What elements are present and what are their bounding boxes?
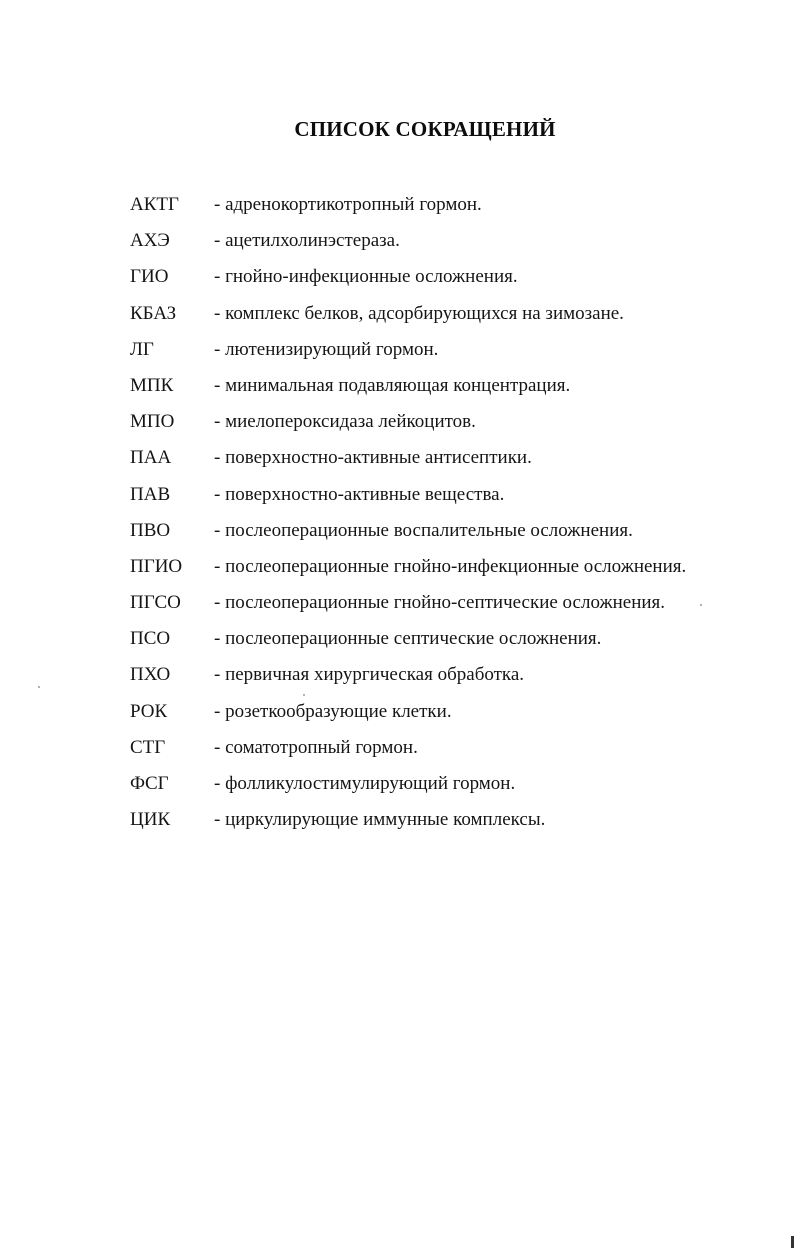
abbreviation-definition: - гнойно-инфекционные осложнения. bbox=[214, 266, 518, 288]
abbreviation-row bbox=[130, 302, 686, 338]
abbreviation-definition: - послеоперационные септические осложнения. bbox=[214, 628, 602, 650]
abbreviation-definition: - адренокортикотропный гормон. bbox=[214, 194, 482, 215]
abbreviation-definition: - поверхностно-активные вещества. bbox=[214, 483, 505, 505]
abbreviation-definition: - послеоперационные гнойно-септические осложнения. bbox=[214, 592, 666, 614]
abbreviation-term: АХЭ bbox=[130, 230, 170, 252]
abbreviation-term: ПГСО bbox=[130, 592, 181, 614]
abbreviation-row bbox=[130, 483, 686, 519]
abbreviation-definition: - миелопероксидаза лейкоцитов. bbox=[214, 411, 476, 433]
abbreviation-row bbox=[130, 519, 686, 555]
abbreviation-definition: - ацетилхолинэстераза. bbox=[214, 230, 400, 252]
scan-speck bbox=[700, 604, 702, 606]
abbreviation-row bbox=[130, 772, 686, 808]
abbreviation-row bbox=[130, 410, 686, 446]
abbreviation-definition: - циркулирующие иммунные комплексы. bbox=[214, 809, 546, 831]
abbreviation-term: ПАВ bbox=[130, 483, 171, 505]
abbreviation-row bbox=[130, 736, 686, 772]
abbreviation-definition: - фолликулостимулирующий гормон. bbox=[214, 773, 516, 794]
abbreviation-definition: - соматотропный гормон. bbox=[214, 736, 418, 758]
abbreviation-term: ФСГ bbox=[130, 773, 169, 794]
abbreviation-definition: - послеоперационные гнойно-инфекционные осложнения. bbox=[214, 555, 687, 577]
abbreviation-row bbox=[130, 663, 686, 699]
abbreviation-row bbox=[130, 808, 686, 844]
abbreviation-row bbox=[130, 627, 686, 663]
abbreviation-term: РОК bbox=[130, 700, 168, 722]
abbreviation-definition: - комплекс белков, адсорбирующихся на зимозане. bbox=[214, 302, 624, 324]
abbreviation-row bbox=[130, 591, 686, 627]
abbreviation-term: ПАА bbox=[130, 447, 172, 469]
abbreviation-definition: - поверхностно-активные антисептики. bbox=[214, 447, 532, 469]
abbreviation-row bbox=[130, 338, 686, 374]
abbreviation-term: ПВО bbox=[130, 519, 171, 541]
abbreviation-row bbox=[130, 265, 686, 301]
abbreviation-definition: - лютенизирующий гормон. bbox=[214, 338, 439, 360]
abbreviation-term: МПО bbox=[130, 411, 175, 433]
abbreviation-term: ЛГ bbox=[130, 338, 154, 360]
abbreviation-term: ГИО bbox=[130, 266, 169, 288]
abbreviation-definition: - розеткообразующие клетки. bbox=[214, 700, 452, 722]
abbreviation-term: ПСО bbox=[130, 628, 171, 650]
abbreviation-list bbox=[130, 193, 686, 844]
abbreviation-term: ЦИК bbox=[130, 809, 171, 831]
scan-speck bbox=[303, 694, 305, 696]
scan-speck bbox=[38, 686, 40, 688]
page-title: СПИСОК СОКРАЩЕНИЙ bbox=[294, 117, 556, 141]
abbreviation-row bbox=[130, 555, 686, 591]
abbreviation-term: КБАЗ bbox=[130, 302, 177, 324]
abbreviation-definition: - минимальная подавляющая концентрация. bbox=[214, 374, 571, 396]
abbreviation-term: АКТГ bbox=[130, 194, 179, 215]
abbreviation-definition: - первичная хирургическая обработка. bbox=[214, 664, 525, 686]
abbreviation-definition: - послеоперационные воспалительные осложнения. bbox=[214, 519, 633, 541]
abbreviation-row bbox=[130, 374, 686, 410]
abbreviation-term: СТГ bbox=[130, 736, 166, 758]
abbreviation-term: ПГИО bbox=[130, 555, 183, 577]
abbreviation-term: МПК bbox=[130, 374, 174, 396]
abbreviation-row bbox=[130, 229, 686, 265]
abbreviation-row bbox=[130, 193, 686, 229]
abbreviation-row bbox=[130, 446, 686, 482]
abbreviation-row bbox=[130, 700, 686, 736]
abbreviation-term: ПХО bbox=[130, 664, 171, 686]
scan-edge-mark bbox=[791, 1236, 794, 1248]
